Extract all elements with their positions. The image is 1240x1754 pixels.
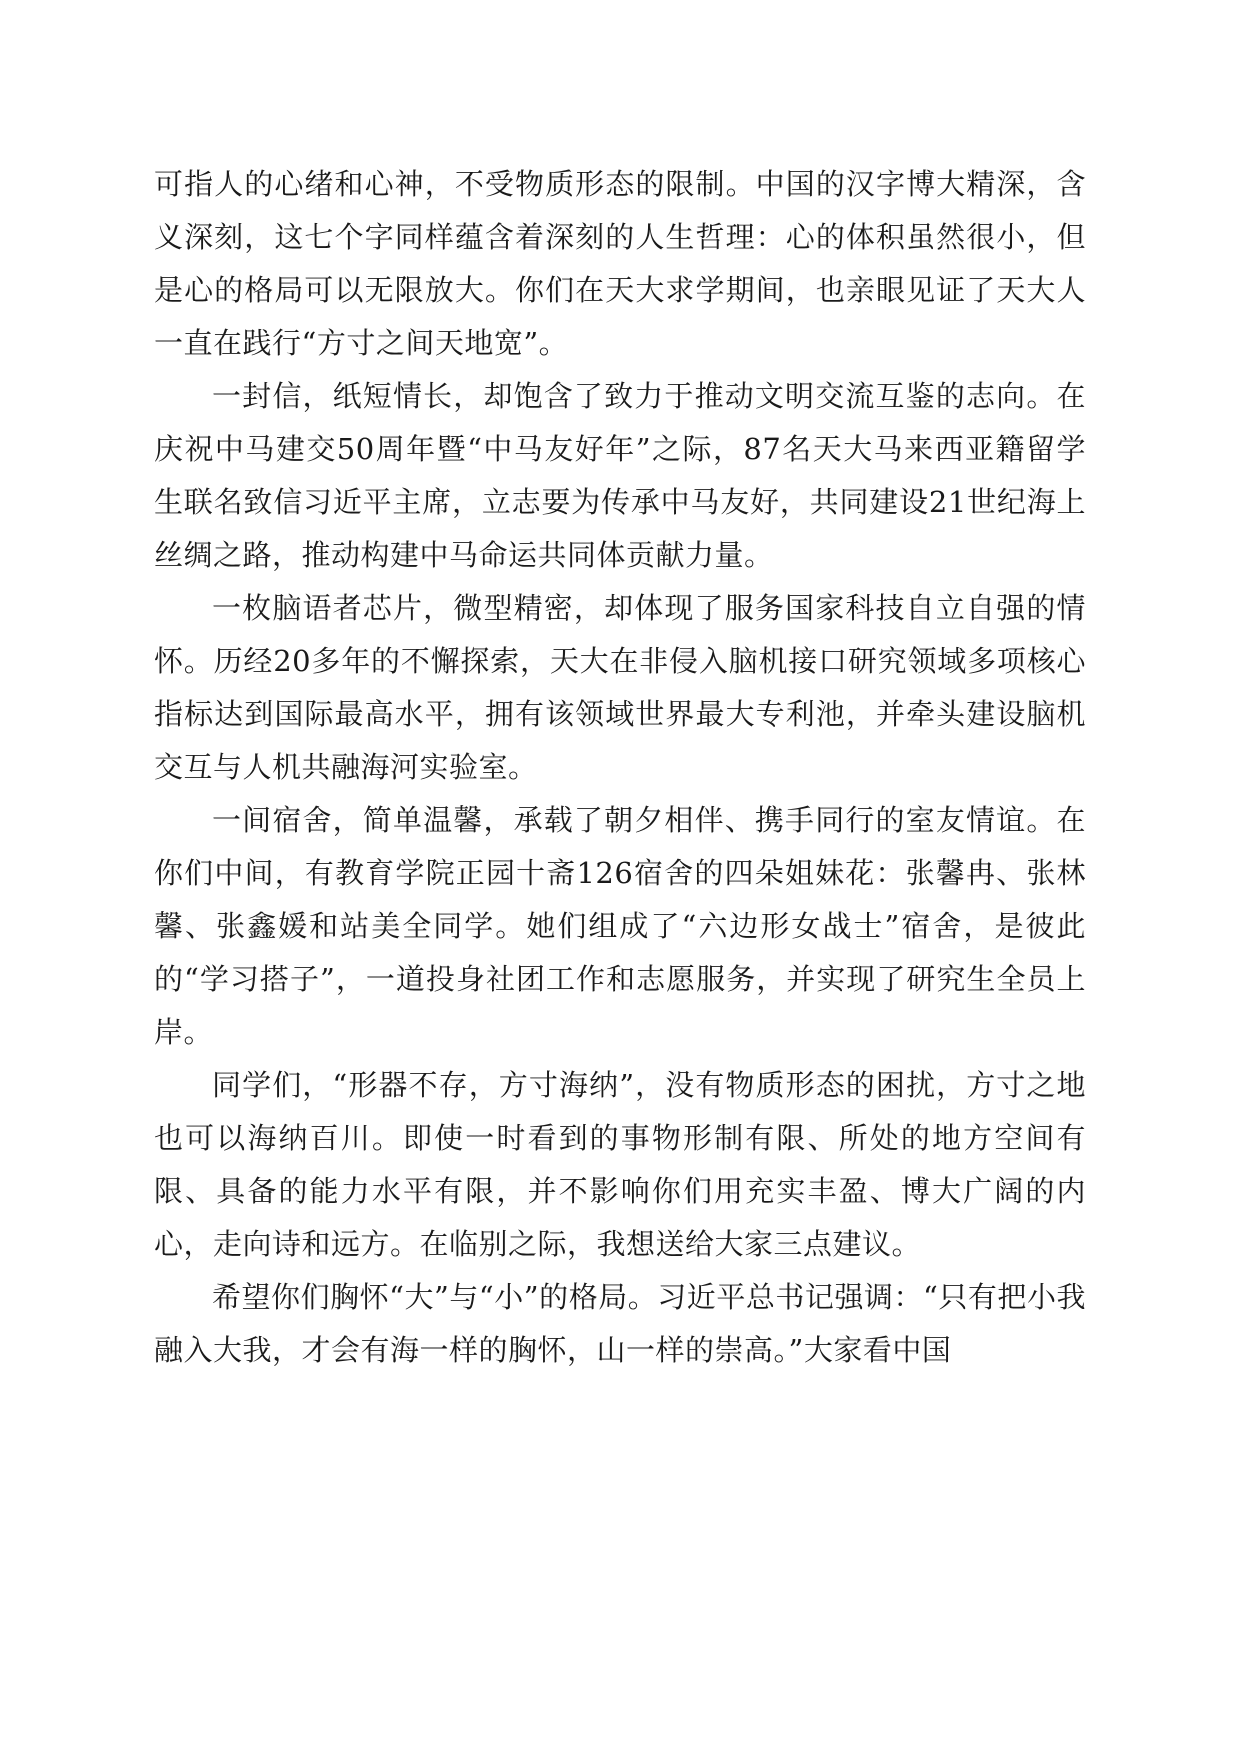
paragraph-6: 希望你们胸怀“大”与“小”的格局。习近平总书记强调：“只有把小我融入大我，才会有海一样的胸怀，山一样的崇高。”大家看中国 [154,1280,1086,1367]
paragraph-5: 同学们，“形器不存，方寸海纳”，没有物质形态的困扰，方寸之地也可以海纳百川。即使一时看到的事物形制有限、所处的地方空间有限、具备的能力水平有限，并不影响你们用充实丰盈、博大广阔的内心，走向诗和远方。在临别之际，我想送给大家三点建议。 [154,1068,1086,1261]
paragraph-4: 一间宿舍，简单温馨，承载了朝夕相伴、携手同行的室友情谊。在你们中间，有教育学院正园十斋126宿舍的四朵姐妹花：张馨冉、张林馨、张鑫媛和站美全同学。她们组成了“六边形女战士”宿舍，是彼此的“学习搭子”，一道投身社团工作和志愿服务，并实现了研究生全员上岸。 [154,803,1086,1049]
paragraph-1: 可指人的心绪和心神，不受物质形态的限制。中国的汉字博大精深，含义深刻，这七个字同样蕴含着深刻的人生哲理：心的体积虽然很小，但是心的格局可以无限放大。你们在天大求学期间，也亲眼见证了天大人一直在践行“方寸之间天地宽”。 [154,167,1086,360]
document-body [154,158,1086,1377]
paragraph-2: 一封信，纸短情长，却饱含了致力于推动文明交流互鉴的志向。在庆祝中马建交50周年暨“中马友好年”之际，87名天大马来西亚籍留学生联名致信习近平主席，立志要为传承中马友好，共同建设21世纪海上丝绸之路，推动构建中马命运共同体贡献力量。 [154,379,1086,572]
paragraph-3: 一枚脑语者芯片，微型精密，却体现了服务国家科技自立自强的情怀。历经20多年的不懈探索，天大在非侵入脑机接口研究领域多项核心指标达到国际最高水平，拥有该领域世界最大专利池，并牵头建设脑机交互与人机共融海河实验室。 [154,591,1086,784]
